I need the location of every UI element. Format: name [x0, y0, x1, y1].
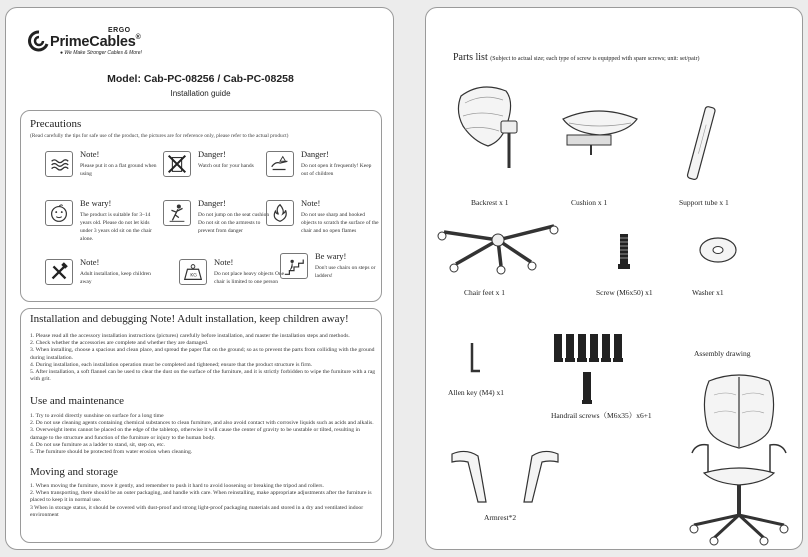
handrail-screws-illustration [554, 334, 634, 412]
maintenance-steps: 1. Try to avoid directly sunshine on surface for a long time 2. Do not use cleaning agents containing chemical substances to clean furniture, and also avoid contact with corrosive liquids such as acids and alkalis. 3. Overweight items cannot be placed on the edge of the tabletop, otherwise it will cause the center of gravity to be unstable or tilted, resulting in damage to the structure and function of the furniture or injury to the human body. 4. Do not use furniture as a ladder to stand, sit, step on, etc. 5. The furniture should be protected from water erosion when cleaning. [30, 413, 374, 456]
svg-text:KG: KG [190, 273, 197, 279]
wave-surface-icon [45, 151, 73, 177]
washer-label: Washer x1 [692, 288, 724, 297]
installation-section [20, 308, 382, 543]
allen-key-label: Allen key (M4) x1 [448, 388, 505, 397]
chair-feet-illustration [436, 220, 561, 275]
moving-title: Moving and storage [30, 466, 118, 478]
guide-subtitle: Installation guide [170, 89, 231, 98]
handrail-screws-label: Handrail screws（M6x35）x6+1 [551, 411, 652, 420]
flame-icon [266, 200, 294, 226]
support-tube-illustration [681, 104, 721, 184]
logo-name: PrimeCables® [50, 34, 141, 50]
precautions-title: Precautions [30, 118, 82, 130]
stairs-icon [280, 253, 308, 279]
logo-mark-icon [28, 30, 50, 52]
allen-key-illustration [469, 341, 483, 375]
cushion-label: Cushion x 1 [571, 198, 608, 207]
washer-illustration [698, 235, 738, 265]
jumping-person-icon [163, 200, 191, 226]
assembled-chair-illustration [684, 373, 794, 548]
brand-logo [28, 22, 168, 62]
maintenance-title: Use and maintenance [30, 395, 125, 407]
parts-list-page [425, 7, 803, 550]
armrest-label: Armrest*2 [484, 513, 517, 522]
moving-steps: 1. When moving the furniture, move it gently, and remember to push it hard to avoid loosening or breaking the tripod and rollers. 2. When transporting, there should be an outer packaging, and handle with care. When reinstalling, make appropriate adjustments after the furniture is placed to keep it in normal use. 3 When in storage status, it should be covered with dust-proof and strong light-proof packaging materials and stored in a dry and ventilated indoor environment [30, 483, 372, 518]
tools-icon [45, 259, 73, 285]
precautions-subtitle: (Read carefully the tips for safe use of the product, the pictures are for reference only, please refer to the actual product) [30, 133, 289, 139]
backrest-illustration [451, 81, 531, 181]
weight-icon [179, 259, 207, 285]
installation-steps: 1. Please read all the accessory installation instructions (pictures) carefully before installation, and master the installation steps and methods. 2. Check whether the accessories are complete and whether they are damaged. 3. When installing, choose a spacious and clean place, and spread the paper flat on the ground; so as to prevent the parts from colliding with the ground during installation. 4. During installation, each installation operation must be completed and tightened; ensure that the product structure is firm. 5. After installation, a soft flannel can be used to clear the dust on the surface of the furniture, and it is strictly forbidden to wipe the furniture with a rag with grit. [30, 333, 376, 383]
cushion-illustration [561, 105, 641, 165]
child-face-icon [45, 200, 73, 226]
model-title: Model: Cab-PC-08256 / Cab-PC-08258 [107, 73, 294, 85]
logo-tagline: ● We Make Stronger Cables & More! [60, 50, 142, 56]
support-tube-label: Support tube x 1 [679, 198, 729, 207]
no-touch-icon [163, 151, 191, 177]
assembly-drawing-label: Assembly drawing [694, 349, 751, 358]
screw-label: Screw (M6x50) x1 [596, 288, 653, 297]
logo-ergo: ERGO [108, 27, 131, 34]
precautions-section: Precautions (Read carefully the tips for safe use of the product, the pictures are for reference only, please refer to the actual product) Note! Please put it on a flat ground when using Danger! Watch out for your hands Danger! Do not open it frequently! Keep out of children Be wary! The product is suitable for 3–14 years old. Please do not let kids under 3 years old sit on the chair alone. Danger! Do not jump on the seat cushion Do not sit on the armrests to prevent from danger Note! Do not use sharp and hooked objects to scratch the surface of the chair and no open flames Note! Adult installation, keep children away KG Note! Do not place heavy objects One chair is limited to one person Be wary! Don't use chairs on steps or ladders! [20, 110, 382, 302]
hand-warning-icon [266, 151, 294, 177]
instruction-page-left [5, 7, 394, 550]
chair-feet-label: Chair feet x 1 [464, 288, 506, 297]
armrest-illustration [448, 446, 568, 508]
parts-title: Parts list (Subject to actual size; each type of screw is equipped with spare screws; unit: set/pair) [453, 52, 700, 63]
screw-illustration [617, 234, 631, 274]
installation-title: Installation and debugging Note! Adult installation, keep children away! [30, 313, 349, 325]
backrest-label: Backrest x 1 [471, 198, 509, 207]
